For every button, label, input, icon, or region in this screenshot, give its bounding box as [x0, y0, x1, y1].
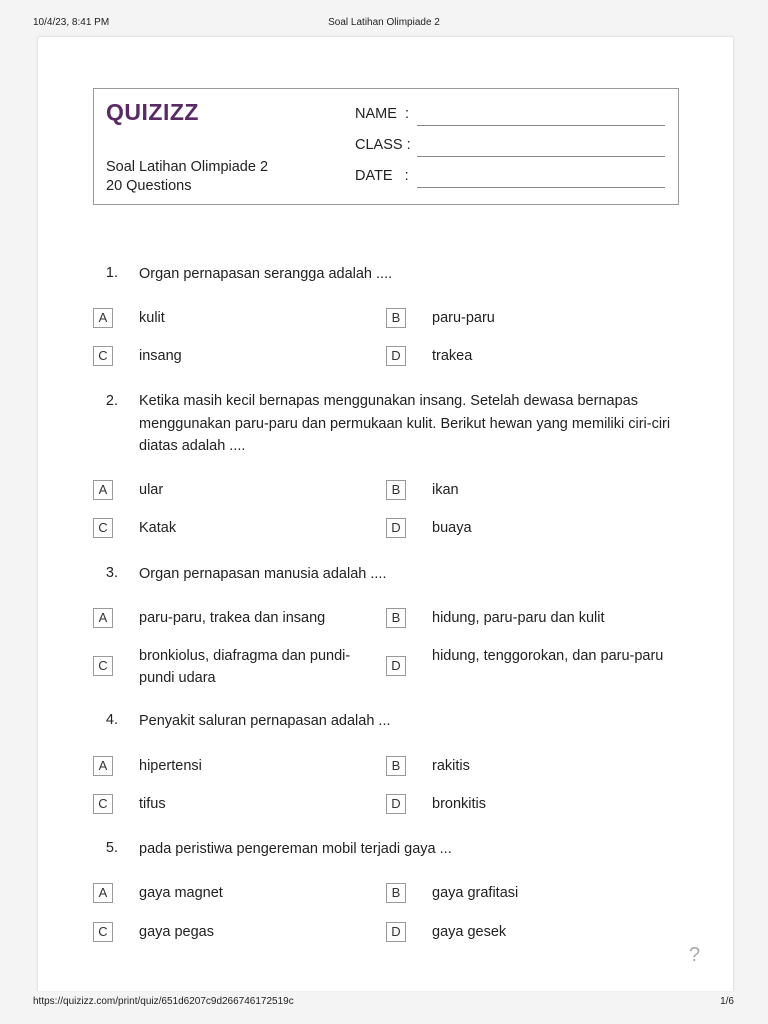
question-text: Ketika masih kecil bernapas menggunakan insang. Setelah dewasa bernapas menggunakan paru-paru dan permukaan kulit. Berikut hewan yang memiliki ciri-ciri diatas adalah .... — [139, 393, 671, 454]
option-letter-box: C — [93, 518, 113, 538]
option-letter-box: D — [386, 518, 406, 538]
option-text: hidung, paru-paru dan kulit — [432, 610, 605, 626]
option-letter-box: A — [93, 480, 113, 500]
question-number: 4. — [105, 712, 118, 728]
option-text: rakitis — [432, 758, 470, 774]
question-mark-icon[interactable]: ? — [689, 944, 701, 966]
name-label: NAME : — [355, 106, 409, 122]
option-letter-box: D — [386, 656, 406, 676]
option-letter-box: C — [93, 346, 113, 366]
print-timestamp: 10/4/23, 8:41 PM — [33, 17, 110, 28]
option-text: tifus — [139, 796, 166, 812]
option-letter-box: C — [93, 656, 113, 676]
option-letter-box: D — [386, 794, 406, 814]
option-letter-box: C — [93, 922, 113, 942]
option-text: ikan — [432, 482, 459, 498]
option-text: kulit — [139, 310, 165, 326]
option-letter-box: C — [93, 794, 113, 814]
print-header — [0, 17, 768, 31]
option-text: gaya magnet — [139, 885, 223, 901]
option-letter-box: B — [386, 883, 406, 903]
option-text: ular — [139, 482, 164, 498]
option-text: paru-paru — [432, 310, 495, 326]
option-letter-box: B — [386, 308, 406, 328]
print-url: https://quizizz.com/print/quiz/651d6207c9d266746172519c — [33, 996, 294, 1007]
option-letter-box: A — [93, 608, 113, 628]
class-line — [417, 156, 665, 157]
print-page-number: 1/6 — [720, 996, 734, 1007]
option-letter-box: A — [93, 756, 113, 776]
print-footer — [0, 996, 768, 1010]
question-number: 2. — [105, 393, 118, 409]
option-text: bronkitis — [432, 796, 486, 812]
option-letter-box: D — [386, 922, 406, 942]
option-text: gaya grafitasi — [432, 885, 519, 901]
quiz-page — [37, 36, 734, 991]
question-text: Organ pernapasan manusia adalah .... — [139, 566, 387, 582]
question-number: 5. — [105, 840, 118, 856]
print-title: Soal Latihan Olimpiade 2 — [328, 17, 440, 28]
date-label: DATE : — [355, 168, 409, 184]
option-text: gaya gesek — [432, 924, 507, 940]
question-text: Penyakit saluran pernapasan adalah ... — [139, 713, 391, 729]
option-letter-box: B — [386, 480, 406, 500]
option-text: hipertensi — [139, 758, 202, 774]
option-text: insang — [139, 348, 182, 364]
option-text: hidung, tenggorokan, dan paru-paru — [432, 648, 664, 664]
quizizz-logo: QUIZIZZ — [106, 99, 199, 125]
option-text: bronkiolus, diafragma dan pundi-pundi udara — [139, 648, 351, 686]
option-letter-box: A — [93, 308, 113, 328]
option-text: paru-paru, trakea dan insang — [139, 610, 326, 626]
option-text: gaya pegas — [139, 924, 214, 940]
name-line — [417, 125, 665, 126]
option-text: trakea — [432, 348, 473, 364]
option-text: Katak — [139, 520, 177, 536]
question-number: 1. — [105, 265, 118, 281]
question-number: 3. — [105, 565, 118, 581]
quiz-header-box — [93, 88, 679, 205]
question-text: pada peristiwa pengereman mobil terjadi gaya ... — [139, 841, 452, 857]
option-letter-box: A — [93, 883, 113, 903]
option-text: buaya — [432, 520, 472, 536]
class-label: CLASS : — [355, 137, 411, 153]
question-count: 20 Questions — [106, 178, 192, 194]
question-text: Organ pernapasan serangga adalah .... — [139, 266, 393, 282]
date-line — [417, 187, 665, 188]
quiz-title: Soal Latihan Olimpiade 2 — [106, 159, 269, 175]
option-letter-box: B — [386, 756, 406, 776]
option-letter-box: D — [386, 346, 406, 366]
option-letter-box: B — [386, 608, 406, 628]
